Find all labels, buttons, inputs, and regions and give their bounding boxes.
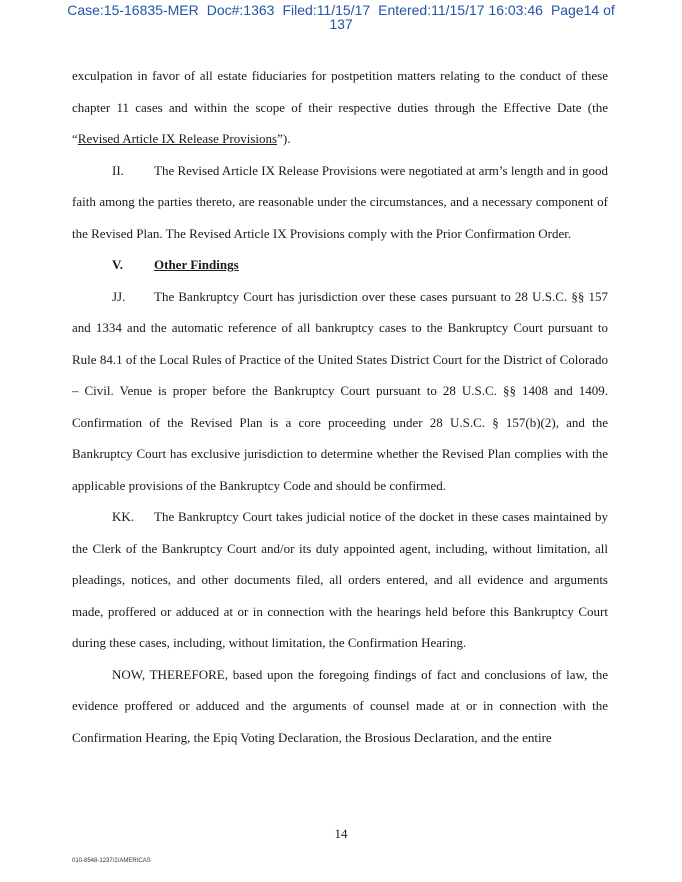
paragraph-now-therefore xyxy=(72,659,608,754)
document-id: 010-8548-1237/2/AMERICAS xyxy=(72,858,151,864)
paragraph-exculpation xyxy=(72,60,608,155)
paragraph-text: The Revised Article IX Release Provisions were negotiated at arm’s length and in good faith among the parties thereto, are reasonable under the circumstances, and a necessary component of the Revised Plan. The Revised Article IX Provisions comply with the Prior Confirmation Order. xyxy=(72,162,608,241)
paragraph-text: ”). xyxy=(277,131,291,146)
paragraph-label: II. xyxy=(112,162,124,178)
filing-stamp-line xyxy=(0,3,682,17)
page-of-label: Page14 of xyxy=(550,2,615,18)
document-body xyxy=(72,60,608,753)
paragraph-label: JJ. xyxy=(112,288,126,304)
filed-date: Filed:11/15/17 xyxy=(282,2,371,18)
docket-number: Doc#:1363 xyxy=(206,2,275,18)
paragraph-ii xyxy=(72,155,608,250)
paragraph-text: The Bankruptcy Court has jurisdiction over these cases pursuant to 28 U.S.C. §§ 157 and 1334 and the automatic reference of all bankruptcy cases to the Bankruptcy Court pursuant to Rule 84.1 of the Local Rules of Practice of the United States District Court for the District of Colorado – Civil. Venue is proper before the Bankruptcy Court pursuant to 28 U.S.C. §§ 1408 and 1409. Confirmation of the Revised Plan is a core proceeding under 28 U.S.C. § 157(b)(2), and the Bankruptcy Court has exclusive jurisdiction to determine whether the Revised Plan complies with the applicable provisions of the Bankruptcy Code and should be confirmed. xyxy=(72,288,608,493)
page-number: 14 xyxy=(334,826,348,841)
case-number: Case:15-16835-MER xyxy=(67,2,199,18)
section-number: V. xyxy=(112,257,123,272)
paragraph-text: The Bankruptcy Court takes judicial notice of the docket in these cases maintained by the Clerk of the Bankruptcy Court and/or its duly appointed agent, including, without limitation, all pleadings, notices, and other documents filed, all orders entered, and all evidence and arguments made, proffered or adduced at or in connection with the hearings held before this Bankruptcy Court during these cases, including, without limitation, the Confirmation Hearing. xyxy=(72,509,608,650)
defined-term: Revised Article IX Release Provisions xyxy=(77,131,278,146)
paragraph-jj xyxy=(72,281,608,502)
total-pages: 137 xyxy=(329,16,353,32)
court-filing-header xyxy=(0,3,682,31)
paragraph-text: exculpation in favor of all estate fiduciaries for postpetition matters relating to the conduct of these chapter 11 cases and within the scope of their respective duties through the Effective Date (the “ xyxy=(72,68,608,146)
paragraph-label: KK. xyxy=(112,509,135,524)
paragraph-kk xyxy=(72,501,608,659)
section-title: Other Findings xyxy=(154,257,239,272)
section-heading xyxy=(72,249,608,281)
entered-timestamp: Entered:11/15/17 16:03:46 xyxy=(378,2,543,18)
paragraph-text: NOW, THEREFORE, based upon the foregoing findings of fact and conclusions of law, the evidence proffered or adduced and the arguments of counsel made at or in connection with the Confirmation Hearing, the Epiq Voting Declaration, the Brosious Declaration, and the entire xyxy=(72,666,608,745)
